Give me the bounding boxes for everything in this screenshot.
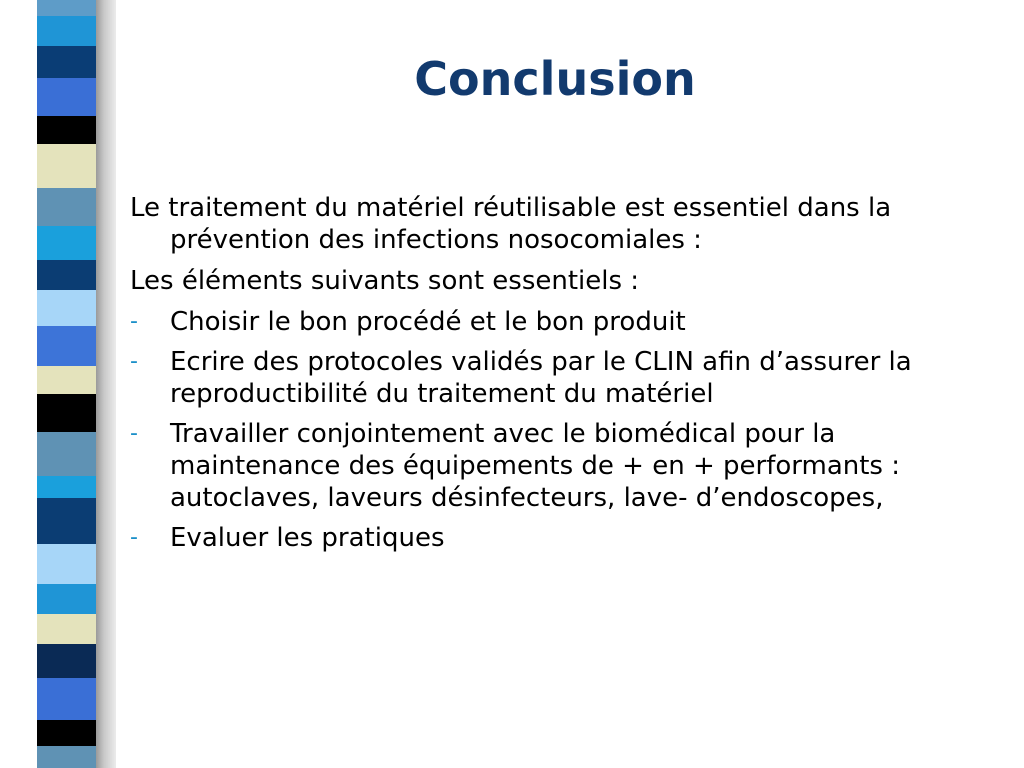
stripe-segment xyxy=(37,326,96,366)
stripe-segment xyxy=(37,614,96,644)
bullet-marker: - xyxy=(130,309,138,334)
bullet-text: Travailler conjointement avec le biomédical pour la maintenance des équipements de + en + performants : autoclaves, laveurs désinfecteurs, lave- d’endoscopes, xyxy=(170,419,901,513)
bullet-marker: - xyxy=(130,525,138,550)
stripe-segment xyxy=(37,144,96,188)
stripe-segment xyxy=(37,0,96,16)
bullet-text: Evaluer les pratiques xyxy=(170,523,445,553)
bullet-item xyxy=(130,522,990,554)
bullet-text: Ecrire des protocoles validés par le CLIN afin d’assurer la reproductibilité du traitement du matériel xyxy=(170,347,912,409)
lead-paragraph: Les éléments suivants sont essentiels : xyxy=(130,266,640,296)
stripe-segment xyxy=(37,476,96,498)
stripe-segment xyxy=(37,188,96,226)
stripe-shadow xyxy=(96,0,116,768)
stripe-segment xyxy=(37,746,96,768)
decorative-stripe xyxy=(37,0,96,768)
stripe-segment xyxy=(37,720,96,746)
stripe-segment xyxy=(37,394,96,432)
stripe-segment xyxy=(37,116,96,144)
bullet-item xyxy=(130,346,990,410)
slide-title: Conclusion xyxy=(414,52,696,106)
bullet-marker: - xyxy=(130,421,138,446)
stripe-segment xyxy=(37,644,96,678)
stripe-segment xyxy=(37,290,96,326)
stripe-segment xyxy=(37,544,96,584)
stripe-segment xyxy=(37,678,96,720)
bullet-item xyxy=(130,418,990,514)
stripe-segment xyxy=(37,432,96,476)
stripe-segment xyxy=(37,16,96,46)
bullet-marker: - xyxy=(130,349,138,374)
bullet-text: Choisir le bon procédé et le bon produit xyxy=(170,307,686,337)
bullet-item xyxy=(130,306,990,338)
stripe-segment xyxy=(37,226,96,260)
intro-paragraph: Le traitement du matériel réutilisable est essentiel dans la prévention des infections nosocomiales : xyxy=(130,193,892,255)
stripe-segment xyxy=(37,584,96,614)
stripe-segment xyxy=(37,498,96,544)
stripe-segment xyxy=(37,366,96,394)
slide-body xyxy=(130,192,990,562)
stripe-segment xyxy=(37,260,96,290)
